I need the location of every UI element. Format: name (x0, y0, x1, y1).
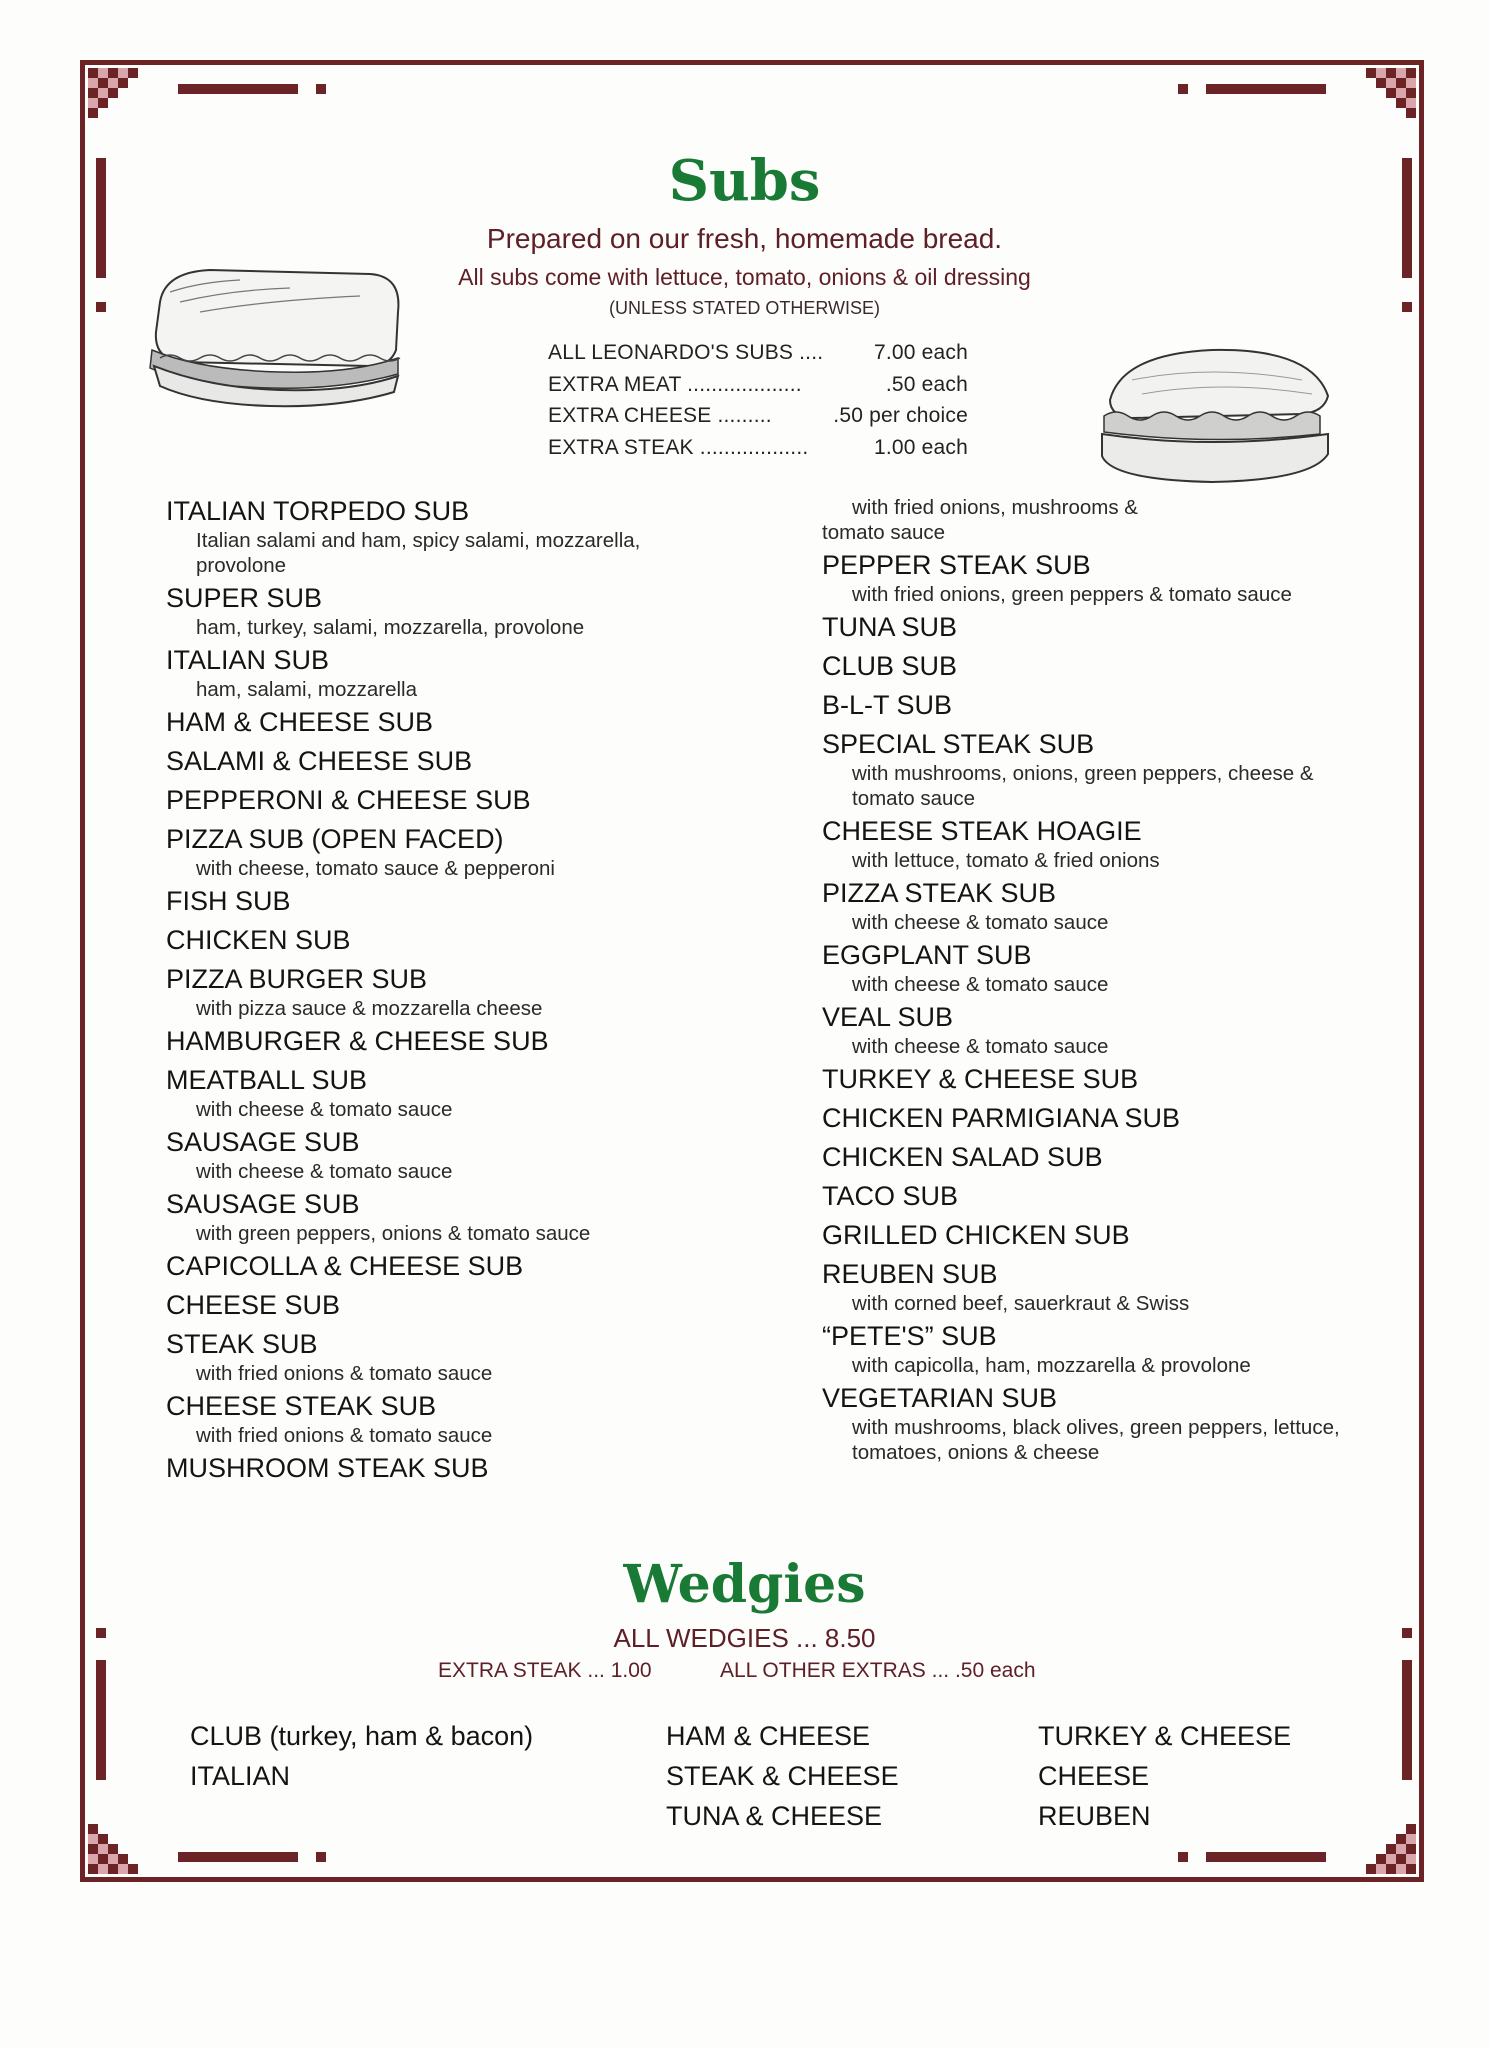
menu-item (822, 1219, 1362, 1252)
bottom-left-dot (316, 1852, 326, 1862)
menu-item (166, 1188, 726, 1246)
menu-item-description: with cheese & tomato sauce (852, 1035, 1109, 1058)
menu-item (166, 963, 726, 1021)
menu-item (166, 1328, 726, 1386)
wedgie-item: TUNA & CHEESE (666, 1801, 883, 1831)
top-right-dot (1178, 84, 1188, 94)
bottom-right-dot (1178, 1852, 1188, 1862)
menu-item-name: CAPICOLLA & CHEESE SUB (166, 1251, 524, 1281)
hoagie-sandwich-illustration (1092, 340, 1342, 490)
menu-item (822, 1382, 1362, 1465)
menu-item-name: B-L-T SUB (822, 690, 953, 720)
sub-sandwich-illustration (140, 262, 410, 412)
wedgie-item: CLUB (turkey, ham & bacon) (190, 1721, 534, 1751)
menu-item-description: with cheese & tomato sauce (196, 1160, 453, 1183)
menu-item-name: MUSHROOM STEAK SUB (166, 1453, 489, 1483)
menu-item-name: VEAL SUB (822, 1002, 954, 1032)
menu-item-description: with lettuce, tomato & fried onions (852, 849, 1160, 872)
menu-item (166, 784, 726, 817)
menu-item-description: Italian salami and ham, spicy salami, mozzarella, provolone (196, 529, 641, 577)
pricing-row: EXTRA STEAK .................. 1.00 each (548, 435, 968, 459)
menu-item-name: MEATBALL SUB (166, 1065, 368, 1095)
menu-item (822, 549, 1362, 607)
menu-item (822, 1258, 1362, 1316)
menu-item-description: with cheese & tomato sauce (852, 911, 1109, 934)
menu-item-name: ITALIAN TORPEDO SUB (166, 496, 470, 526)
menu-item-name: CHICKEN SUB (166, 925, 351, 955)
menu-item (822, 1180, 1362, 1213)
menu-item (166, 706, 726, 739)
top-left-dot (316, 84, 326, 94)
left-bottom-rule (96, 1660, 106, 1780)
menu-item (822, 689, 1362, 722)
menu-item (166, 644, 726, 702)
menu-item-description: with cheese & tomato sauce (852, 973, 1109, 996)
subs-note: All subs come with lettuce, tomato, onions & oil dressing (458, 264, 1031, 290)
wedgies-column-2 (666, 1716, 899, 1836)
menu-item (822, 650, 1362, 683)
menu-item (822, 877, 1362, 935)
subs-subtitle: Prepared on our fresh, homemade bread. (486, 223, 1003, 254)
wedgies-price: ALL WEDGIES ... 8.50 (613, 1623, 876, 1653)
menu-item-name: HAM & CHEESE SUB (166, 707, 434, 737)
menu-item-name: SPECIAL STEAK SUB (822, 729, 1095, 759)
menu-item-name: TACO SUB (822, 1181, 959, 1211)
menu-item-name: CLUB SUB (822, 651, 958, 681)
menu-item-name: FISH SUB (166, 886, 291, 916)
menu-item-description: with fried onions & tomato sauce (196, 1424, 493, 1447)
menu-item (166, 495, 726, 578)
menu-item (166, 1250, 726, 1283)
menu-item-name: GRILLED CHICKEN SUB (822, 1220, 1130, 1250)
menu-item-name: CHEESE STEAK HOAGIE (822, 816, 1142, 846)
wedgie-item: TURKEY & CHEESE (1038, 1721, 1292, 1751)
menu-item (822, 1001, 1362, 1059)
menu-item-name: ITALIAN SUB (166, 645, 330, 675)
subs-note-small: (UNLESS STATED OTHERWISE) (608, 298, 881, 318)
wedgies-column-1 (190, 1716, 533, 1796)
subs-left-column (166, 495, 726, 1491)
menu-item-description: with corned beef, sauerkraut & Swiss (852, 1292, 1190, 1315)
menu-item-description: with cheese & tomato sauce (196, 1098, 453, 1121)
menu-item-name: TURKEY & CHEESE SUB (822, 1064, 1139, 1094)
menu-item-name: PIZZA STEAK SUB (822, 878, 1057, 908)
menu-item (166, 924, 726, 957)
menu-item-name: PEPPERONI & CHEESE SUB (166, 785, 531, 815)
menu-item-name: TUNA SUB (822, 612, 958, 642)
menu-item-name: SAUSAGE SUB (166, 1127, 360, 1157)
menu-item (166, 745, 726, 778)
pricing-row: EXTRA CHEESE ......... .50 per choice (548, 404, 968, 427)
menu-item (822, 1320, 1362, 1378)
menu-item (166, 1025, 726, 1058)
menu-item-name: PIZZA SUB (OPEN FACED) (166, 824, 504, 854)
menu-item-name: SUPER SUB (166, 583, 323, 613)
menu-item (822, 728, 1362, 811)
menu-item (166, 1390, 726, 1448)
bottom-left-corner-ornament (88, 1784, 178, 1874)
top-right-rule (1206, 84, 1326, 94)
subs-title: Subs (668, 148, 821, 214)
item-continuation-description: with fried onions, mushrooms & tomato sauce (822, 496, 1138, 544)
top-left-corner-ornament (88, 68, 178, 158)
menu-item (822, 1102, 1362, 1135)
menu-item (166, 823, 726, 881)
wedgie-item: ITALIAN (190, 1761, 291, 1791)
menu-item-description: with pizza sauce & mozzarella cheese (196, 997, 543, 1020)
menu-item (166, 1064, 726, 1122)
wedgies-extra-steak: EXTRA STEAK ... 1.00 (438, 1659, 652, 1682)
menu-item-name: REUBEN SUB (822, 1259, 998, 1289)
menu-item-name: CHEESE SUB (166, 1290, 341, 1320)
menu-item (166, 582, 726, 640)
wedgies-title: Wedgies (623, 1554, 866, 1615)
menu-item-name: CHICKEN PARMIGIANA SUB (822, 1103, 1181, 1133)
wedgie-item: STEAK & CHEESE (666, 1761, 899, 1791)
menu-item-name: “PETE'S” SUB (822, 1321, 997, 1351)
menu-item-name: CHICKEN SALAD SUB (822, 1142, 1103, 1172)
menu-item-description: with cheese, tomato sauce & pepperoni (196, 857, 555, 880)
menu-item-description: ham, turkey, salami, mozzarella, provolone (196, 616, 585, 639)
menu-item (822, 611, 1362, 644)
menu-item-description: with capicolla, ham, mozzarella & provolone (852, 1354, 1251, 1377)
menu-item-description: with fried onions & tomato sauce (196, 1362, 493, 1385)
menu-item-name: SALAMI & CHEESE SUB (166, 746, 473, 776)
wedgies-other-extras: ALL OTHER EXTRAS ... .50 each (720, 1659, 1036, 1682)
menu-item-name: EGGPLANT SUB (822, 940, 1032, 970)
pricing-row: ALL LEONARDO'S SUBS .... 7.00 each (548, 341, 968, 364)
menu-item (166, 885, 726, 918)
menu-item-name: CHEESE STEAK SUB (166, 1391, 437, 1421)
menu-item (822, 1063, 1362, 1096)
subs-pricing (548, 337, 968, 463)
menu-item-description: with mushrooms, black olives, green peppers, lettuce, tomatoes, onions & cheese (852, 1416, 1340, 1464)
right-bottom-rule (1402, 1660, 1412, 1780)
menu-item (166, 1126, 726, 1184)
menu-item (166, 1452, 726, 1485)
menu-item-name: VEGETARIAN SUB (822, 1383, 1058, 1413)
bottom-right-corner-ornament (1326, 1784, 1416, 1874)
wedgie-item: CHEESE (1038, 1761, 1150, 1791)
subs-right-column (822, 495, 1362, 1469)
wedgie-item: HAM & CHEESE (666, 1721, 871, 1751)
pricing-row: EXTRA MEAT ................... .50 each (548, 372, 968, 396)
wedgies-column-3 (1038, 1716, 1291, 1836)
menu-item-name: STEAK SUB (166, 1329, 318, 1359)
menu-item-name: HAMBURGER & CHEESE SUB (166, 1026, 549, 1056)
menu-item-description: with green peppers, onions & tomato sauce (196, 1222, 591, 1245)
menu-item-name: PIZZA BURGER SUB (166, 964, 428, 994)
menu-item (166, 1289, 726, 1322)
top-right-corner-ornament (1326, 68, 1416, 158)
top-left-rule (178, 84, 298, 94)
menu-item (822, 1141, 1362, 1174)
bottom-right-rule (1206, 1852, 1326, 1862)
menu-item-description: ham, salami, mozzarella (196, 678, 418, 701)
menu-item-name: PEPPER STEAK SUB (822, 550, 1091, 580)
menu-item-description: with mushrooms, onions, green peppers, cheese & tomato sauce (852, 762, 1314, 810)
menu-item-name: SAUSAGE SUB (166, 1189, 360, 1219)
wedgie-item: REUBEN (1038, 1801, 1151, 1831)
menu-item-description: with fried onions, green peppers & tomato sauce (852, 583, 1292, 606)
bottom-left-rule (178, 1852, 298, 1862)
menu-item (822, 939, 1362, 997)
menu-item (822, 815, 1362, 873)
